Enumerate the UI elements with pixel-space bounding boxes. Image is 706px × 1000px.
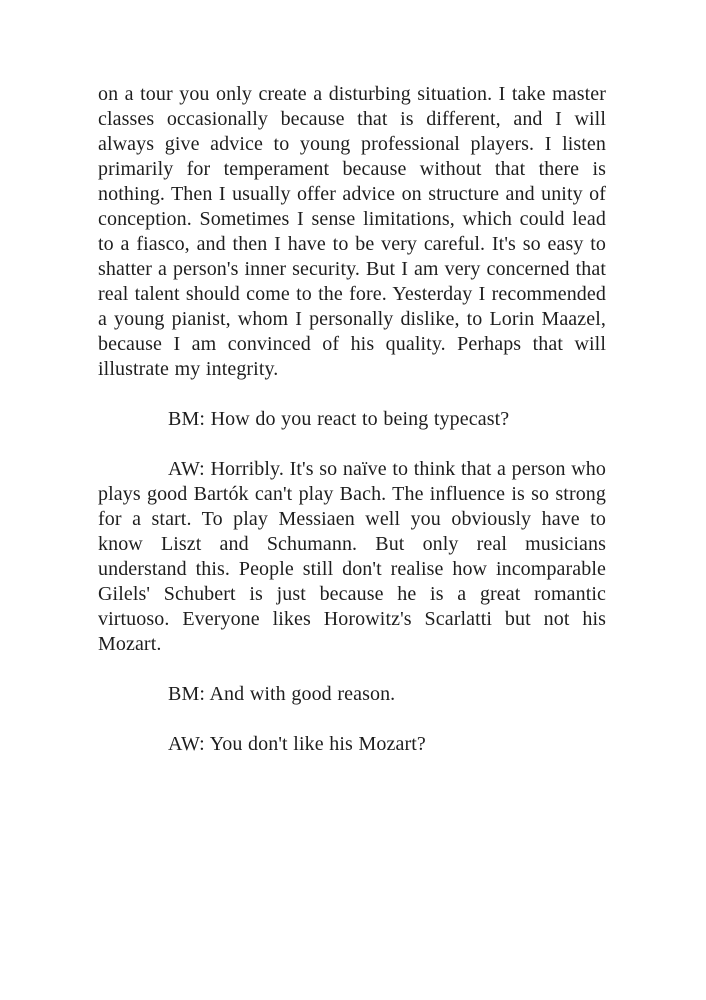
paragraph-question-bm-typecast: BM: How do you react to being typecast? — [168, 408, 510, 430]
text-block — [98, 82, 606, 757]
paragraph-answer-aw-horribly: AW: Horribly. It's so naïve to think that a person who plays good Bartók can't play Bach. The influence is so strong for a start. To play Messiaen well you obviously have to know Liszt and Schumann. But only real musicians understand this. People still don't realise how incomparable Gilels' Schubert is just because he is a great romantic virtuoso. Everyone likes Horowitz's Scarlatti but not his Mozart. — [98, 458, 606, 655]
paragraph-answer-aw-mozart: AW: You don't like his Mozart? — [168, 733, 426, 755]
paragraph-body-continuation: on a tour you only create a disturbing situation. I take master classes occasionally because that is different, and I will always give advice to young professional players. I listen primarily for temperament because without that there is nothing. Then I usually offer advice on structure and unity of conception. Sometimes I sense limitations, which could lead to a fiasco, and then I have to be very careful. It's so easy to shatter a person's inner security. But I am very concerned that real talent should come to the fore. Yesterday I recommended a young pianist, whom I personally dislike, to Lorin Maazel, because I am convinced of his quality. Perhaps that will illustrate my integrity. — [98, 83, 606, 380]
paragraph-question-bm-good-reason: BM: And with good reason. — [168, 683, 396, 705]
